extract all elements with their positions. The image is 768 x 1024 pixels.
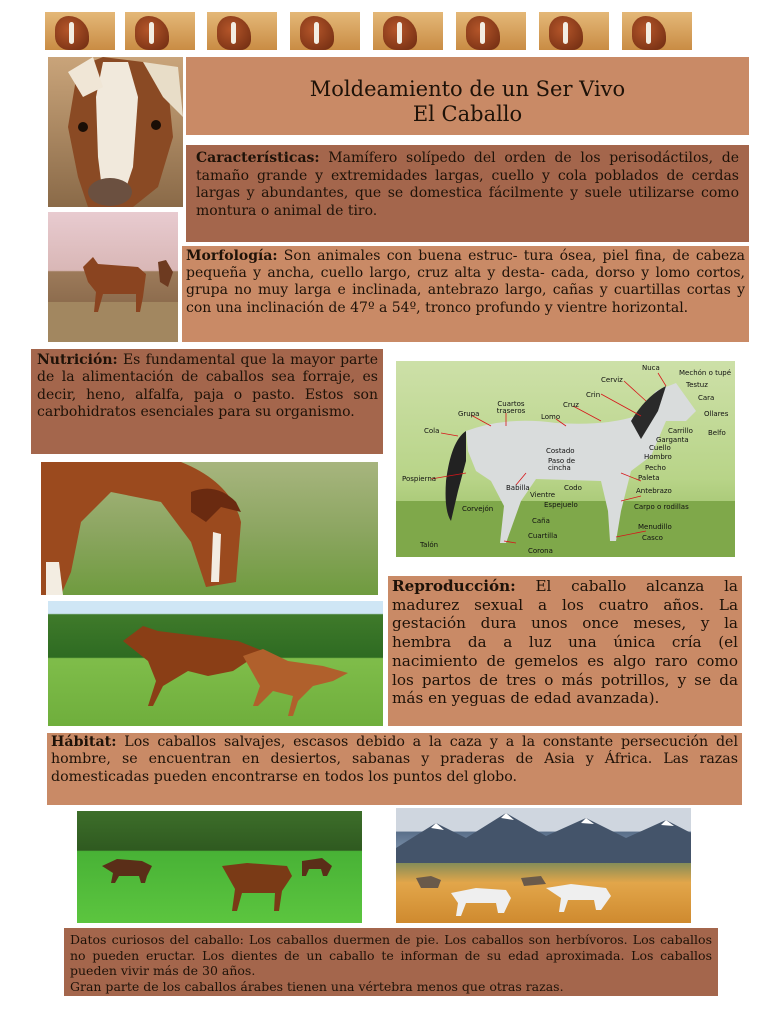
morfologia-text: Son animales con buena estruc- tura ósea, piel fina, de cabeza pequeña y ancha, cuello largo, cruz alta y desta- cada, dorso y lomo cortos, grupa no muy larga e inclinada, antebrazo largo, cañas y cuartillas cortas y con una inclinación de 47º a 54º, tronco profundo y vientre horizontal.: [186, 248, 745, 316]
reproduccion-panel: [388, 576, 742, 726]
diagram-label: Carrillo: [668, 427, 693, 435]
datos-curiosos-text: Datos curiosos del caballo: Los caballos duermen de pie. Los caballos son herbívoros. Los caballos no pueden eructar. Los dientes de un caballo te informan de su edad aproximada. Los caballos pueden vivir más de 30 años.: [70, 932, 712, 979]
diagram-label: Crin: [586, 391, 601, 399]
diagram-label: Espejuelo: [544, 501, 578, 509]
morfologia-panel: [182, 246, 749, 342]
diagram-label: Paso de cincha: [548, 457, 576, 472]
diagram-label: Cruz: [563, 401, 579, 409]
horse-thumbnail: [290, 12, 360, 50]
caracteristicas-text: Mamífero solípedo del orden de los perisodáctilos, de tamaño grande y extremidades largas, cuello y cola poblados de cerdas largas y abundantes, que se domestica fácilmente y suele utilizarse como montura o animal de tiro.: [196, 150, 739, 219]
meadow-horses-photo: [77, 811, 362, 923]
diagram-label: Paleta: [638, 474, 660, 482]
diagram-label: Cerviz: [601, 376, 623, 384]
horse-head-photo: [48, 57, 183, 207]
diagram-label: Cuartilla: [528, 532, 558, 540]
diagram-label: Nuca: [642, 364, 660, 372]
diagram-label: Babilla: [506, 484, 530, 492]
diagram-label: Cola: [424, 427, 440, 435]
nutricion-text: Es fundamental que la mayor parte de la alimentación de caballos sea forraje, es decir, heno, alfalfa, paja o pasto. Estos son carbohidratos esenciales para su organismo.: [37, 352, 378, 420]
diagram-label: Cuello: [649, 444, 671, 452]
diagram-label: Caña: [532, 517, 550, 525]
page-subtitle: El Caballo: [412, 102, 523, 126]
diagram-label: Ollares: [704, 410, 729, 418]
habitat-text: Los caballos salvajes, escasos debido a la caza y a la constante persecución del hombre, se encuentran en desiertos, sabanas y praderas de Asia y África. Las razas domesticadas pueden encontrarse en todos los puntos del globo.: [51, 734, 738, 785]
datos-curiosos-panel: [64, 928, 718, 996]
caracteristicas-label: Características:: [196, 150, 320, 166]
horse-thumbnail: [125, 12, 195, 50]
diagram-label: Casco: [642, 534, 663, 542]
reproduccion-label: Reproducción:: [392, 577, 516, 595]
mountain-horses-photo: [396, 808, 691, 923]
horse-anatomy-diagram: [396, 361, 735, 557]
pasture-horse-photo: [48, 212, 178, 342]
diagram-label: Mechón o tupé: [679, 369, 732, 377]
caracteristicas-panel: [186, 145, 749, 242]
diagram-label: Grupa: [458, 410, 480, 418]
morfologia-label: Morfología:: [186, 248, 278, 264]
diagram-label: Vientre: [530, 491, 556, 499]
title-panel: [186, 57, 749, 135]
diagram-label: Menudillo: [638, 523, 672, 531]
nutricion-label: Nutrición:: [37, 352, 118, 368]
horse-thumbnail: [456, 12, 526, 50]
diagram-label: Lomo: [541, 413, 561, 421]
habitat-label: Hábitat:: [51, 734, 117, 750]
horse-thumbnail: [539, 12, 609, 50]
diagram-label: Carpo o rodillas: [634, 503, 689, 511]
diagram-label: Pecho: [645, 464, 666, 472]
habitat-panel: [47, 733, 742, 805]
diagram-label: Testuz: [686, 381, 708, 389]
diagram-label: Belfo: [708, 429, 726, 437]
diagram-label: Pospierna: [402, 475, 437, 483]
horse-thumbnail: [45, 12, 115, 50]
diagram-label: Cara: [698, 394, 715, 402]
datos-curiosos-extra: Gran parte de los caballos árabes tienen una vértebra menos que otras razas.: [70, 978, 564, 994]
reproduccion-text: El caballo alcanza la madurez sexual a los cuatro años. La gestación dura unos once meses, y la hembra da a luz una única cría (el nacimiento de gemelos es algo raro como los partos de tres o más potrillos, y se da más en yeguas de edad avanzada).: [392, 577, 738, 708]
diagram-label: Codo: [564, 484, 582, 492]
page-title: Moldeamiento de un Ser Vivo: [309, 77, 626, 101]
diagram-label: Hombro: [644, 453, 672, 461]
diagram-label: Cuartos traseros: [496, 400, 526, 415]
diagram-label: Garganta: [656, 436, 689, 444]
horse-thumbnail: [622, 12, 692, 50]
horse-thumbnail: [207, 12, 277, 50]
nutricion-panel: [31, 349, 383, 454]
grazing-horse-photo: [41, 462, 378, 595]
diagram-label: Costado: [546, 447, 575, 455]
diagram-label: Antebrazo: [636, 487, 672, 495]
running-horses-photo: [48, 601, 383, 726]
diagram-label: Corvejón: [462, 505, 494, 513]
horse-thumbnail: [373, 12, 443, 50]
diagram-label: Corona: [528, 547, 553, 555]
diagram-label: Talón: [420, 541, 439, 549]
